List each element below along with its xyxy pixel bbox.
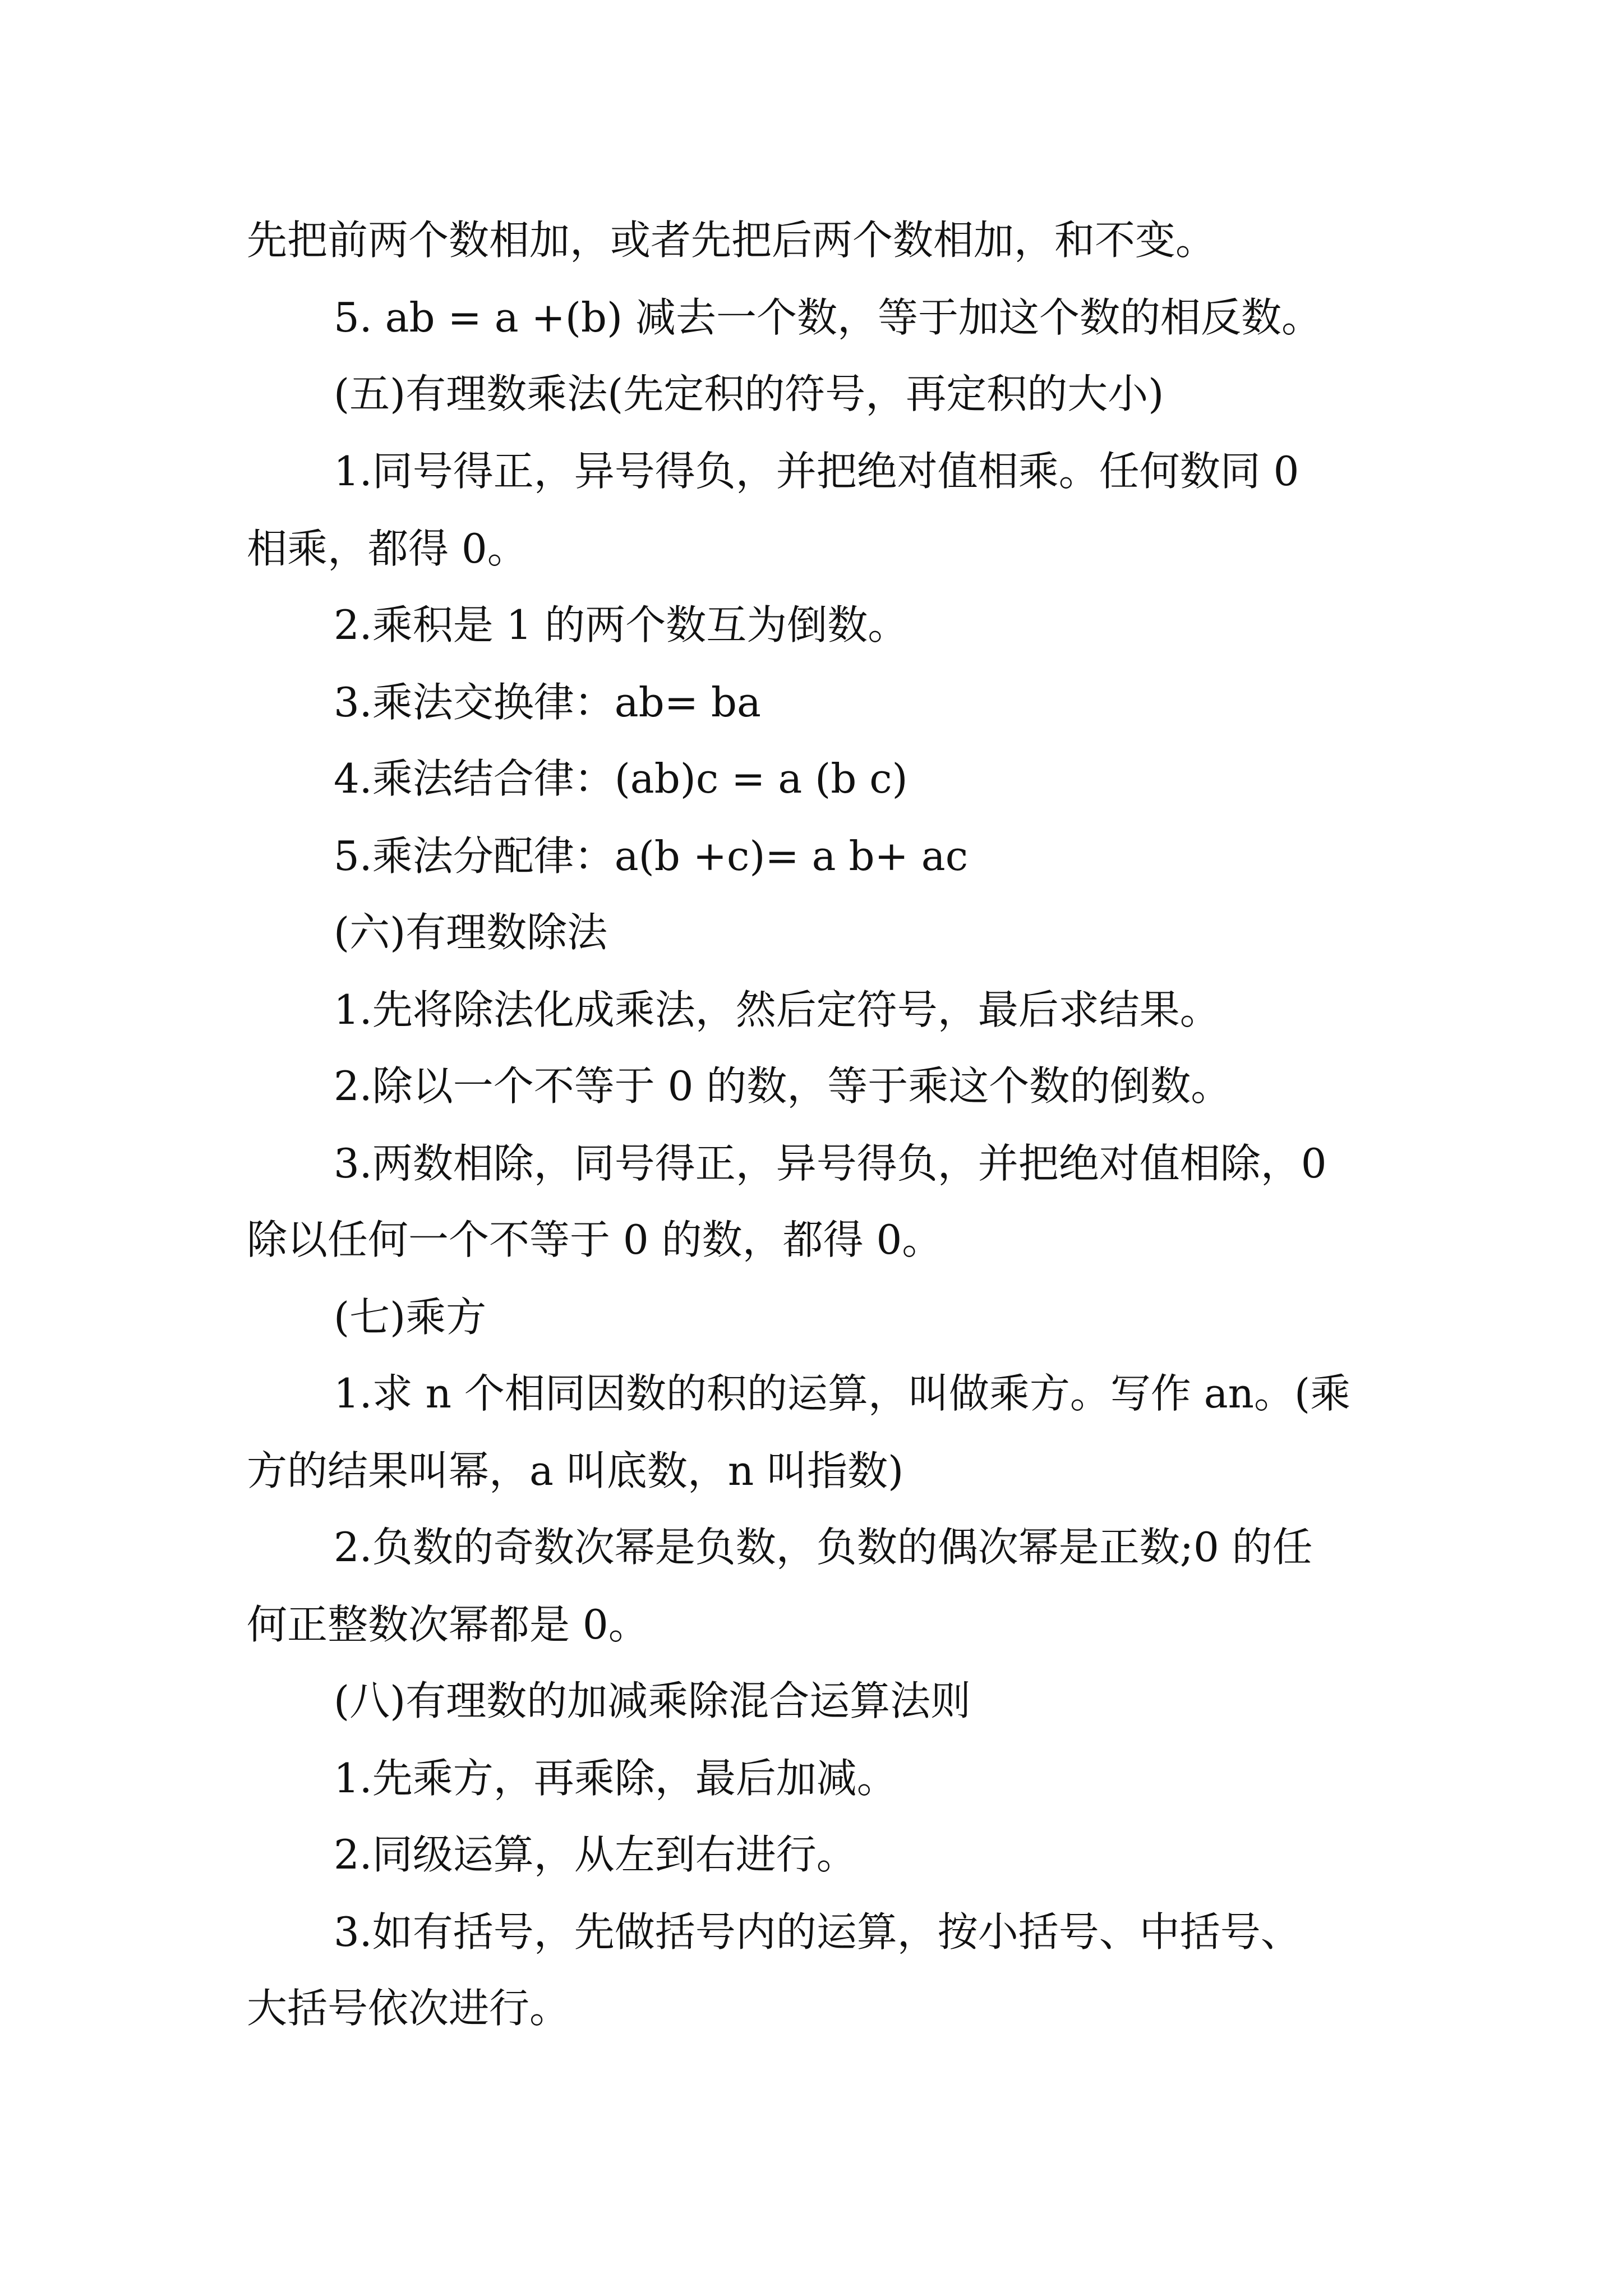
section-heading: (七)乘方	[334, 1294, 487, 1341]
text-line: 5.乘法分配律：a(b +c)= a b+ ac	[334, 832, 969, 880]
text-line: 2.除以一个不等于 0 的数，等于乘这个数的倒数。	[334, 1062, 1232, 1110]
text-line: 3.乘法交换律：ab= ba	[334, 679, 761, 726]
text-line: 2.乘积是 1 的两个数互为倒数。	[334, 601, 909, 648]
text-line: 4.乘法结合律：(ab)c = a (b c)	[334, 755, 908, 802]
text-line: 5. ab = a +(b) 减去一个数，等于加这个数的相反数。	[334, 294, 1322, 341]
text-line: 大括号依次进行。	[247, 1985, 570, 2032]
section-heading: (八)有理数的加减乘除混合运算法则	[334, 1677, 971, 1724]
text-line: 何正整数次幂都是 0。	[247, 1601, 649, 1648]
text-line: 3.两数相除，同号得正，异号得负，并把绝对值相除，0	[334, 1140, 1327, 1187]
text-line: 相乘，都得 0。	[247, 525, 528, 572]
section-heading: (六)有理数除法	[334, 909, 608, 956]
text-line: 方的结果叫幂，a 叫底数，n 叫指数)	[247, 1447, 904, 1494]
text-line: 1.同号得正，异号得负，并把绝对值相乘。任何数同 0	[334, 448, 1299, 495]
text-line: 2.负数的奇数次幂是负数，负数的偶次幂是正数;0 的任	[334, 1524, 1313, 1571]
text-line: 先把前两个数相加，或者先把后两个数相加，和不变。	[247, 217, 1216, 264]
text-line: 除以任何一个不等于 0 的数，都得 0。	[247, 1216, 943, 1263]
text-line: 3.如有括号，先做括号内的运算，按小括号、中括号、	[334, 1908, 1301, 1955]
text-line: 1.求 n 个相同因数的积的运算，叫做乘方。写作 an。(乘	[334, 1370, 1351, 1417]
text-line: 2.同级运算，从左到右进行。	[334, 1831, 857, 1878]
section-heading: (五)有理数乘法(先定积的符号，再定积的大小)	[334, 370, 1164, 417]
text-line: 1.先乘方，再乘除，最后加减。	[334, 1755, 897, 1802]
text-line: 1.先将除法化成乘法，然后定符号，最后求结果。	[334, 986, 1220, 1033]
